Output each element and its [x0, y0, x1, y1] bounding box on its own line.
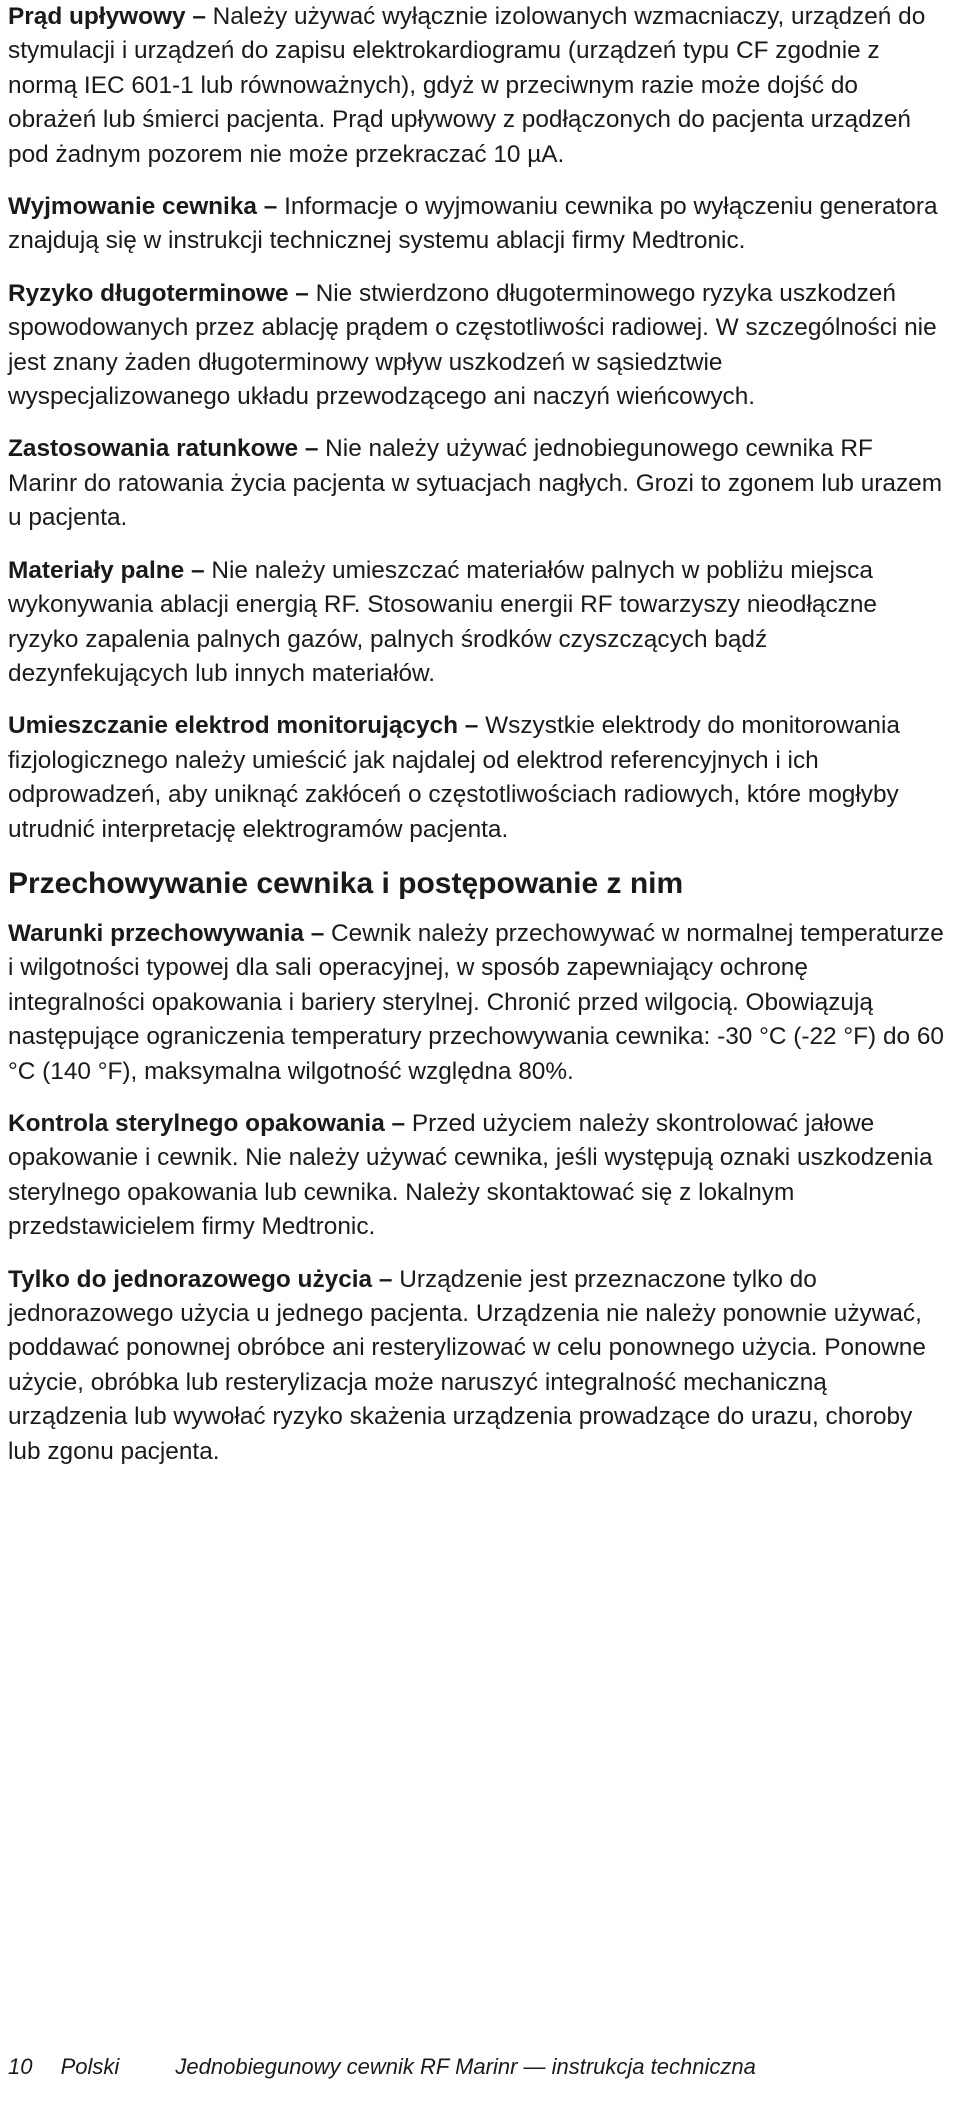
paragraph-lead: Kontrola sterylnego opakowania – [8, 1109, 406, 1137]
paragraph-lead: Warunki przechowywania – [8, 919, 325, 947]
paragraph-text: Nie stwierdzono długoterminowego ryzyka uszkodzeń spowodowanych przez ablację prądem o częstotliwości radiowej. W szczególności nie jest znany żaden długoterminowy wpływ uszkodzeń w sąsiedztwie wyspecjalizowanego układu przewodzącego ani naczyń wieńcowych. [8, 279, 937, 411]
paragraph-lead: Materiały palne – [8, 556, 205, 584]
paragraph-lead: Ryzyko długoterminowe – [8, 279, 309, 307]
paragraph-text: Wszystkie elektrody do monitorowania fizjologicznego należy umieścić jak najdalej od elektrod referencyjnych i ich odprowadzeń, aby uniknąć zakłóceń o częstotliwościach radiowych, które mogłyby utrudnić interpretację elektrogramów pacjenta. [8, 712, 900, 843]
paragraph-flammable-materials [8, 554, 948, 692]
paragraph-long-term-risk [8, 277, 948, 415]
paragraph-text: Przed użyciem należy skontrolować jałowe opakowanie i cewnik. Nie należy używać cewnika, jeśli występują oznaki uszkodzenia sterylnego opakowania lub cewnika. Należy skontaktować się z lokalnym przedstawicielem firmy Medtronic. [8, 1109, 933, 1241]
page-number: 10 [8, 2054, 33, 2079]
section-heading: Przechowywanie cewnika i postępowanie z nim [8, 866, 684, 900]
paragraph-lead: Zastosowania ratunkowe – [8, 435, 319, 463]
paragraph-lead: Prąd upływowy – [8, 3, 206, 30]
paragraph-leakage-current [8, 0, 948, 172]
paragraph-lead: Wyjmowanie cewnika – [8, 193, 278, 221]
paragraph-emergency-use [8, 432, 948, 535]
paragraph-text: Należy używać wyłącznie izolowanych wzmacniaczy, urządzeń do stymulacji i urządzeń do zapisu elektrokardiogramu (urządzeń typu CF zgodnie z normą IEC 601-1 lub równoważnych), gdyż w przeciwnym razie może dojść do obrażeń lub śmierci pacjenta. Prąd upływowy z podłączonych do pacjenta urządzeń pod żadnym pozorem nie może przekraczać 10 µA. [8, 3, 926, 168]
page-footer [8, 2052, 948, 2082]
paragraph-single-use [8, 1263, 948, 1469]
paragraph-text: Urządzenie jest przeznaczone tylko do jednorazowego użycia u jednego pacjenta. Urządzenia nie należy ponownie używać, poddawać ponownej obróbce ani resterylizować w celu ponownego użycia. Ponowne użycie, obróbka lub resterylizacja może naruszyć integralność mechaniczną urządzenia lub wywołać ryzyko skażenia urządzenia prowadzące do urazu, choroby lub zgonu pacjenta. [8, 1265, 926, 1465]
document-body [8, 0, 948, 1487]
footer-document-title: Jednobiegunowy cewnik RF Marinr — instrukcja techniczna [175, 2054, 756, 2079]
paragraph-text: Nie należy umieszczać materiałów palnych w pobliżu miejsca wykonywania ablacji energią RF. Stosowaniu energii RF towarzyszy nieodłączne ryzyko zapalenia palnych gazów, palnych środków czyszczących bądź dezynfekujących lub innych materiałów. [8, 556, 877, 687]
paragraph-text: Informacje o wyjmowaniu cewnika po wyłączeniu generatora znajdują się w instrukcji technicznej systemu ablacji firmy Medtronic. [8, 193, 938, 255]
footer-language: Polski [60, 2054, 120, 2079]
paragraph-text: Nie należy używać jednobiegunowego cewnika RF Marinr do ratowania życia pacjenta w sytuacjach nagłych. Grozi to zgonem lub urazem u pacjenta. [8, 435, 943, 532]
paragraph-storage-conditions [8, 917, 948, 1089]
paragraph-catheter-removal [8, 190, 948, 259]
paragraph-lead: Tylko do jednorazowego użycia – [8, 1265, 393, 1293]
paragraph-lead: Umieszczanie elektrod monitorujących – [8, 712, 479, 740]
paragraph-text: Cewnik należy przechowywać w normalnej temperaturze i wilgotności typowej dla sali operacyjnej, w sposób zapewniający ochronę integralności opakowania i bariery sterylnej. Chronić przed wilgocią. Obowiązują następujące ograniczenia temperatury przechowywania cewnika: -30 °C (-22 °F) do 60 °C (140 °F), maksymalna wilgotność względna 80%. [8, 919, 944, 1085]
paragraph-monitoring-electrodes [8, 709, 948, 847]
paragraph-sterile-package-check [8, 1107, 948, 1245]
